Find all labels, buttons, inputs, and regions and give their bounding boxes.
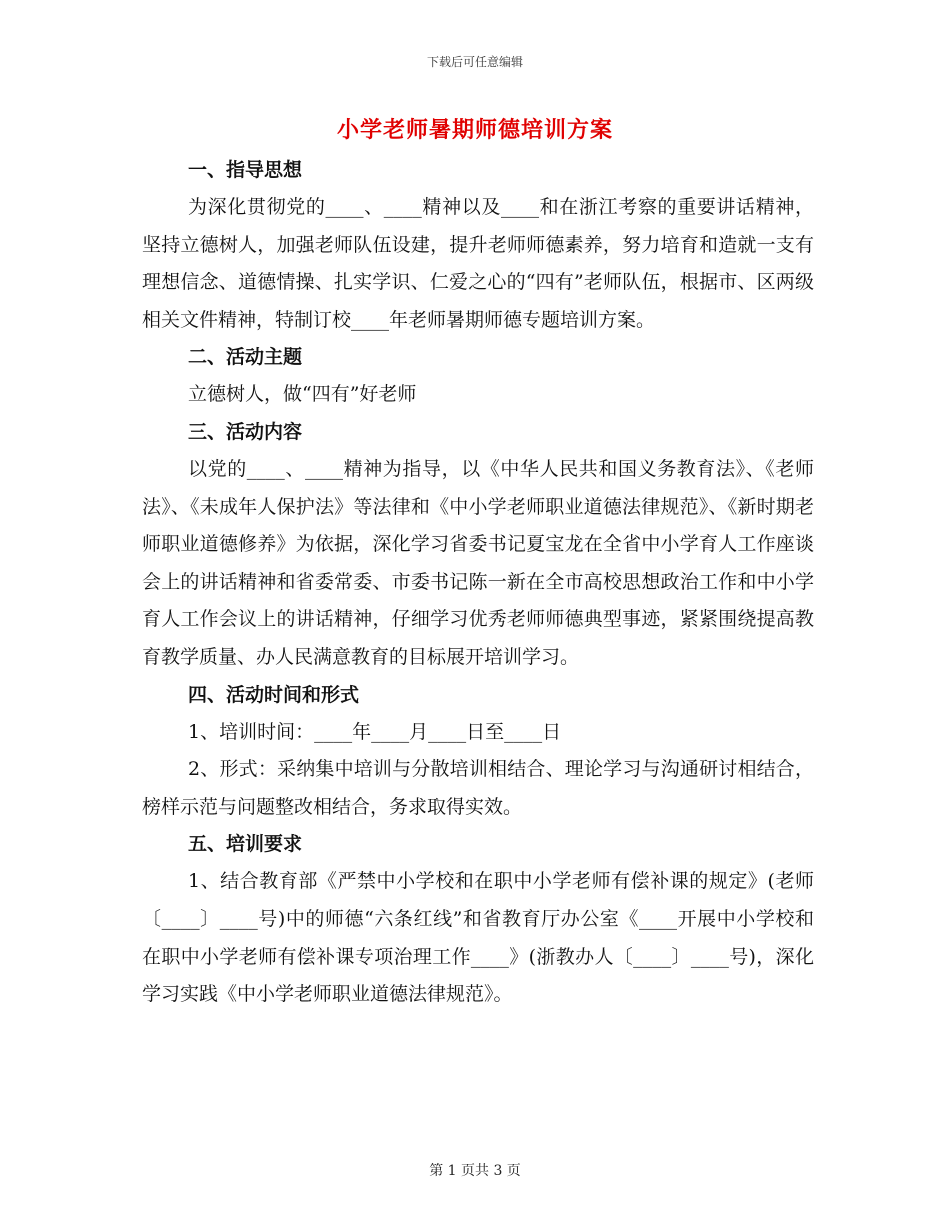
section-activity-theme xyxy=(142,339,814,414)
section-paragraph: 1、结合教育部《严禁中小学校和在职中小学老师有偿补课的规定》(老师〔____〕____号)中的师德“六条红线”和省教育厅办公室《____开展中小学校和在职中小学老师有偿补课专项治理工作____》(浙教办人〔____〕____号)，深化学习实践《中小学老师职业道德法律规范》。 xyxy=(142,870,814,1006)
section-heading: 四、活动时间和形式 xyxy=(188,683,360,706)
section-paragraph: 为深化贯彻党的____、____精神以及____和在浙江考察的重要讲话精神，坚持立德树人，加强老师队伍设建，提升老师师德素养，努力培育和造就一支有理想信念、道德情操、扎实学识、仁爱之心的“四有”老师队伍，根据市、区两级相关文件精神，特制订校____年老师暑期师德专题培训方案。 xyxy=(142,196,814,331)
page-footer: 第 1 页共 3 页 xyxy=(429,1163,521,1179)
section-heading: 二、活动主题 xyxy=(188,346,303,369)
document-body xyxy=(142,152,814,1014)
section-heading: 五、培训要求 xyxy=(188,833,303,856)
section-guiding-ideology xyxy=(142,152,814,339)
section-paragraph: 2、形式：采纳集中培训与分散培训相结合、理论学习与沟通研讨相结合，榜样示范与问题整改相结合，务求取得实效。 xyxy=(142,758,814,818)
section-activity-time-form xyxy=(142,677,814,827)
section-training-requirements xyxy=(142,826,814,1013)
page-header: 下载后可任意编辑 xyxy=(426,55,523,69)
document-title: 小学老师暑期师德培训方案 xyxy=(336,117,613,143)
section-heading: 三、活动内容 xyxy=(188,420,303,443)
section-heading: 一、指导思想 xyxy=(188,159,303,181)
section-paragraph: 1、培训时间：____年____月____日至____日 xyxy=(188,720,562,743)
section-paragraph: 立德树人，做“四有”好老师 xyxy=(188,383,417,406)
section-paragraph: 以党的____、____精神为指导，以《中华人民共和国义务教育法》、《老师法》、《未成年人保护法》等法律和《中小学老师职业道德法律规范》、《新时期老师职业道德修养》为依据，深化学习省委书记夏宝龙在全省中小学育人工作座谈会上的讲话精神和省委常委、市委书记陈一新在全市高校思想政治工作和中小学育人工作会议上的讲话精神，仔细学习优秀老师师德典型事迹，紧紧围绕提高教育教学质量、办人民满意教育的目标展开培训学习。 xyxy=(142,457,814,668)
section-activity-content xyxy=(142,414,814,677)
